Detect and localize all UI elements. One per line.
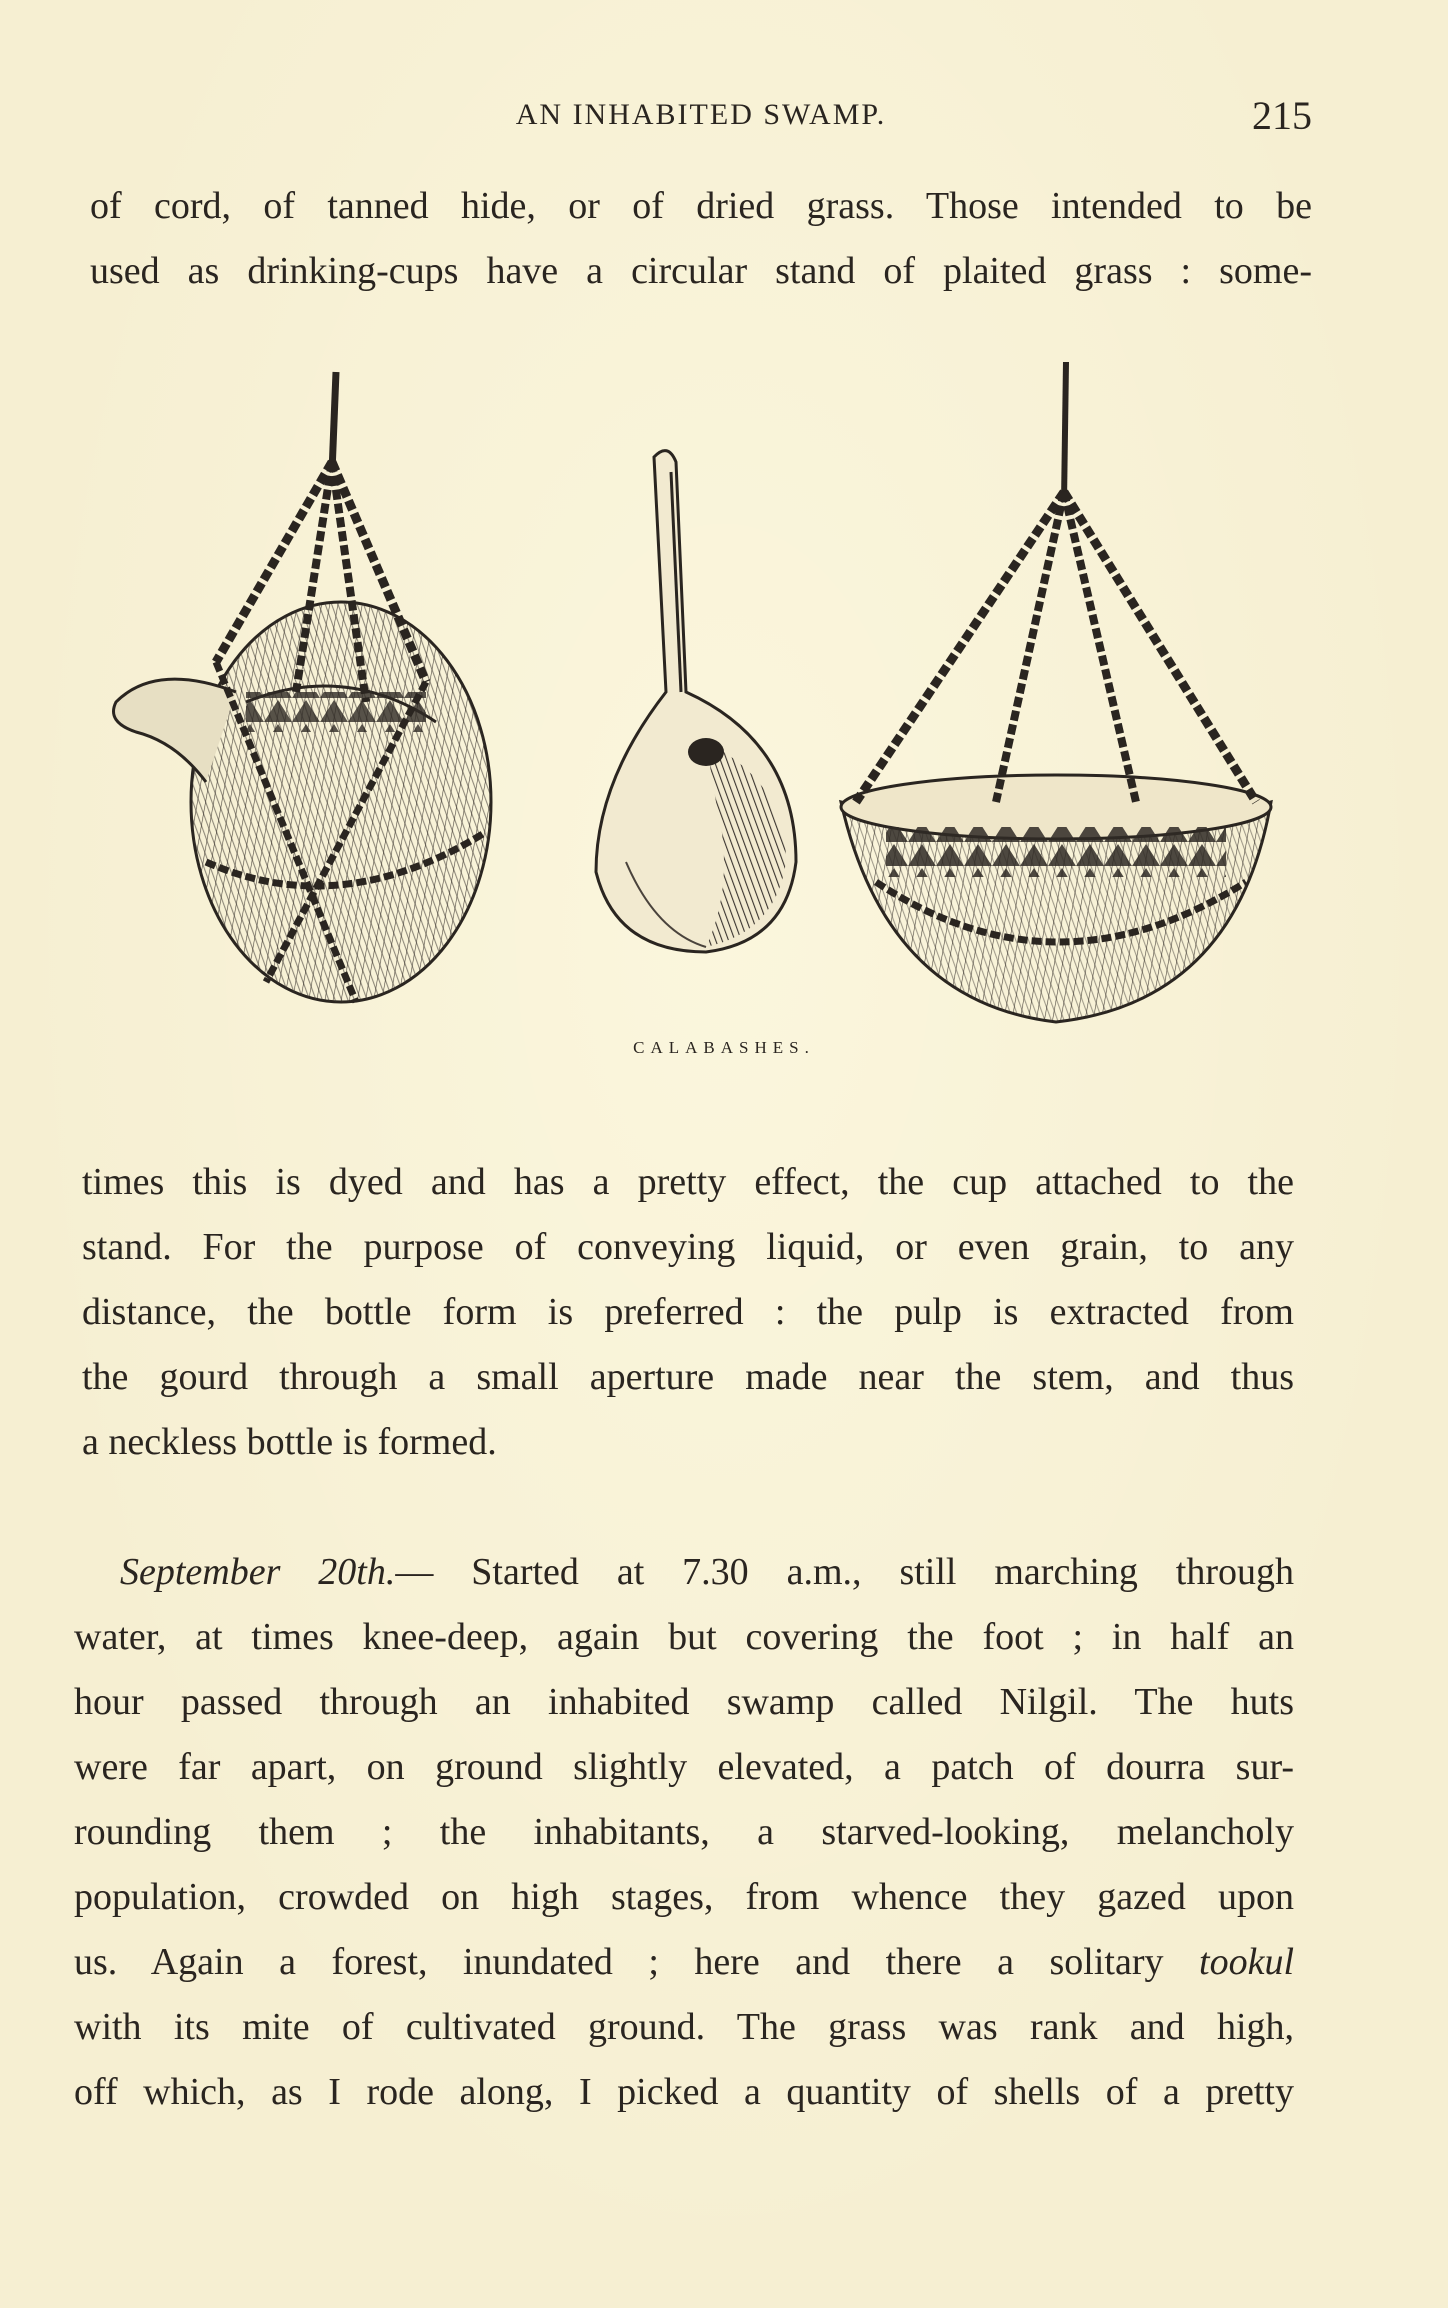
figure-caption: CALABASHES.	[633, 1038, 815, 1057]
text-line	[74, 1540, 1294, 1605]
text-line: the gourd through a small aperture made near the stem, and thus	[82, 1356, 1294, 1398]
page-number: 215	[1252, 93, 1312, 138]
text-line: population, crowded on high stages, from whence they gazed upon	[74, 1876, 1294, 1918]
calabashes-illustration	[96, 362, 1296, 1052]
italic-word: tookul	[1199, 1941, 1294, 1983]
text-line: of cord, of tanned hide, or of dried grass. Those intended to be	[90, 185, 1312, 227]
text-span: us. Again a forest, inundated ; here and there a solitary	[74, 1941, 1200, 1983]
text-line: were far apart, on ground slightly elevated, a patch of dourra sur-	[74, 1746, 1294, 1788]
text-span: — Started at 7.30 a.m., still marching through	[395, 1551, 1295, 1593]
running-title: AN INHABITED SWAMP.	[515, 98, 887, 131]
text-line: stand. For the purpose of conveying liquid, or even grain, to any	[82, 1226, 1294, 1268]
text-line: water, at times knee-deep, again but covering the foot ; in half an	[74, 1616, 1294, 1658]
paragraph-3	[74, 1540, 1294, 2125]
calabash-hanging-bowl-icon	[841, 362, 1271, 1022]
text-line: off which, as I rode along, I picked a quantity of shells of a pretty	[74, 2071, 1294, 2113]
calabash-bottle-gourd-icon	[596, 451, 796, 952]
text-line: distance, the bottle form is preferred : the pulp is extracted from	[82, 1291, 1294, 1333]
text-line: with its mite of cultivated ground. The grass was rank and high,	[74, 2006, 1294, 2048]
text-line: a neckless bottle is formed.	[82, 1421, 497, 1463]
text-line: times this is dyed and has a pretty effect, the cup attached to the	[82, 1161, 1294, 1203]
text-line: rounding them ; the inhabitants, a starved-looking, melancholy	[74, 1811, 1294, 1853]
text-line: hour passed through an inhabited swamp called Nilgil. The huts	[74, 1681, 1294, 1723]
entry-date: September 20th.	[120, 1551, 396, 1593]
running-head	[90, 92, 1312, 142]
text-line	[74, 1930, 1294, 1995]
calabash-net-pot-icon	[114, 372, 492, 1002]
paragraph-2	[82, 1150, 1294, 1475]
text-line: used as drinking-cups have a circular stand of plaited grass : some-	[90, 250, 1312, 292]
paragraph-1	[90, 174, 1312, 304]
